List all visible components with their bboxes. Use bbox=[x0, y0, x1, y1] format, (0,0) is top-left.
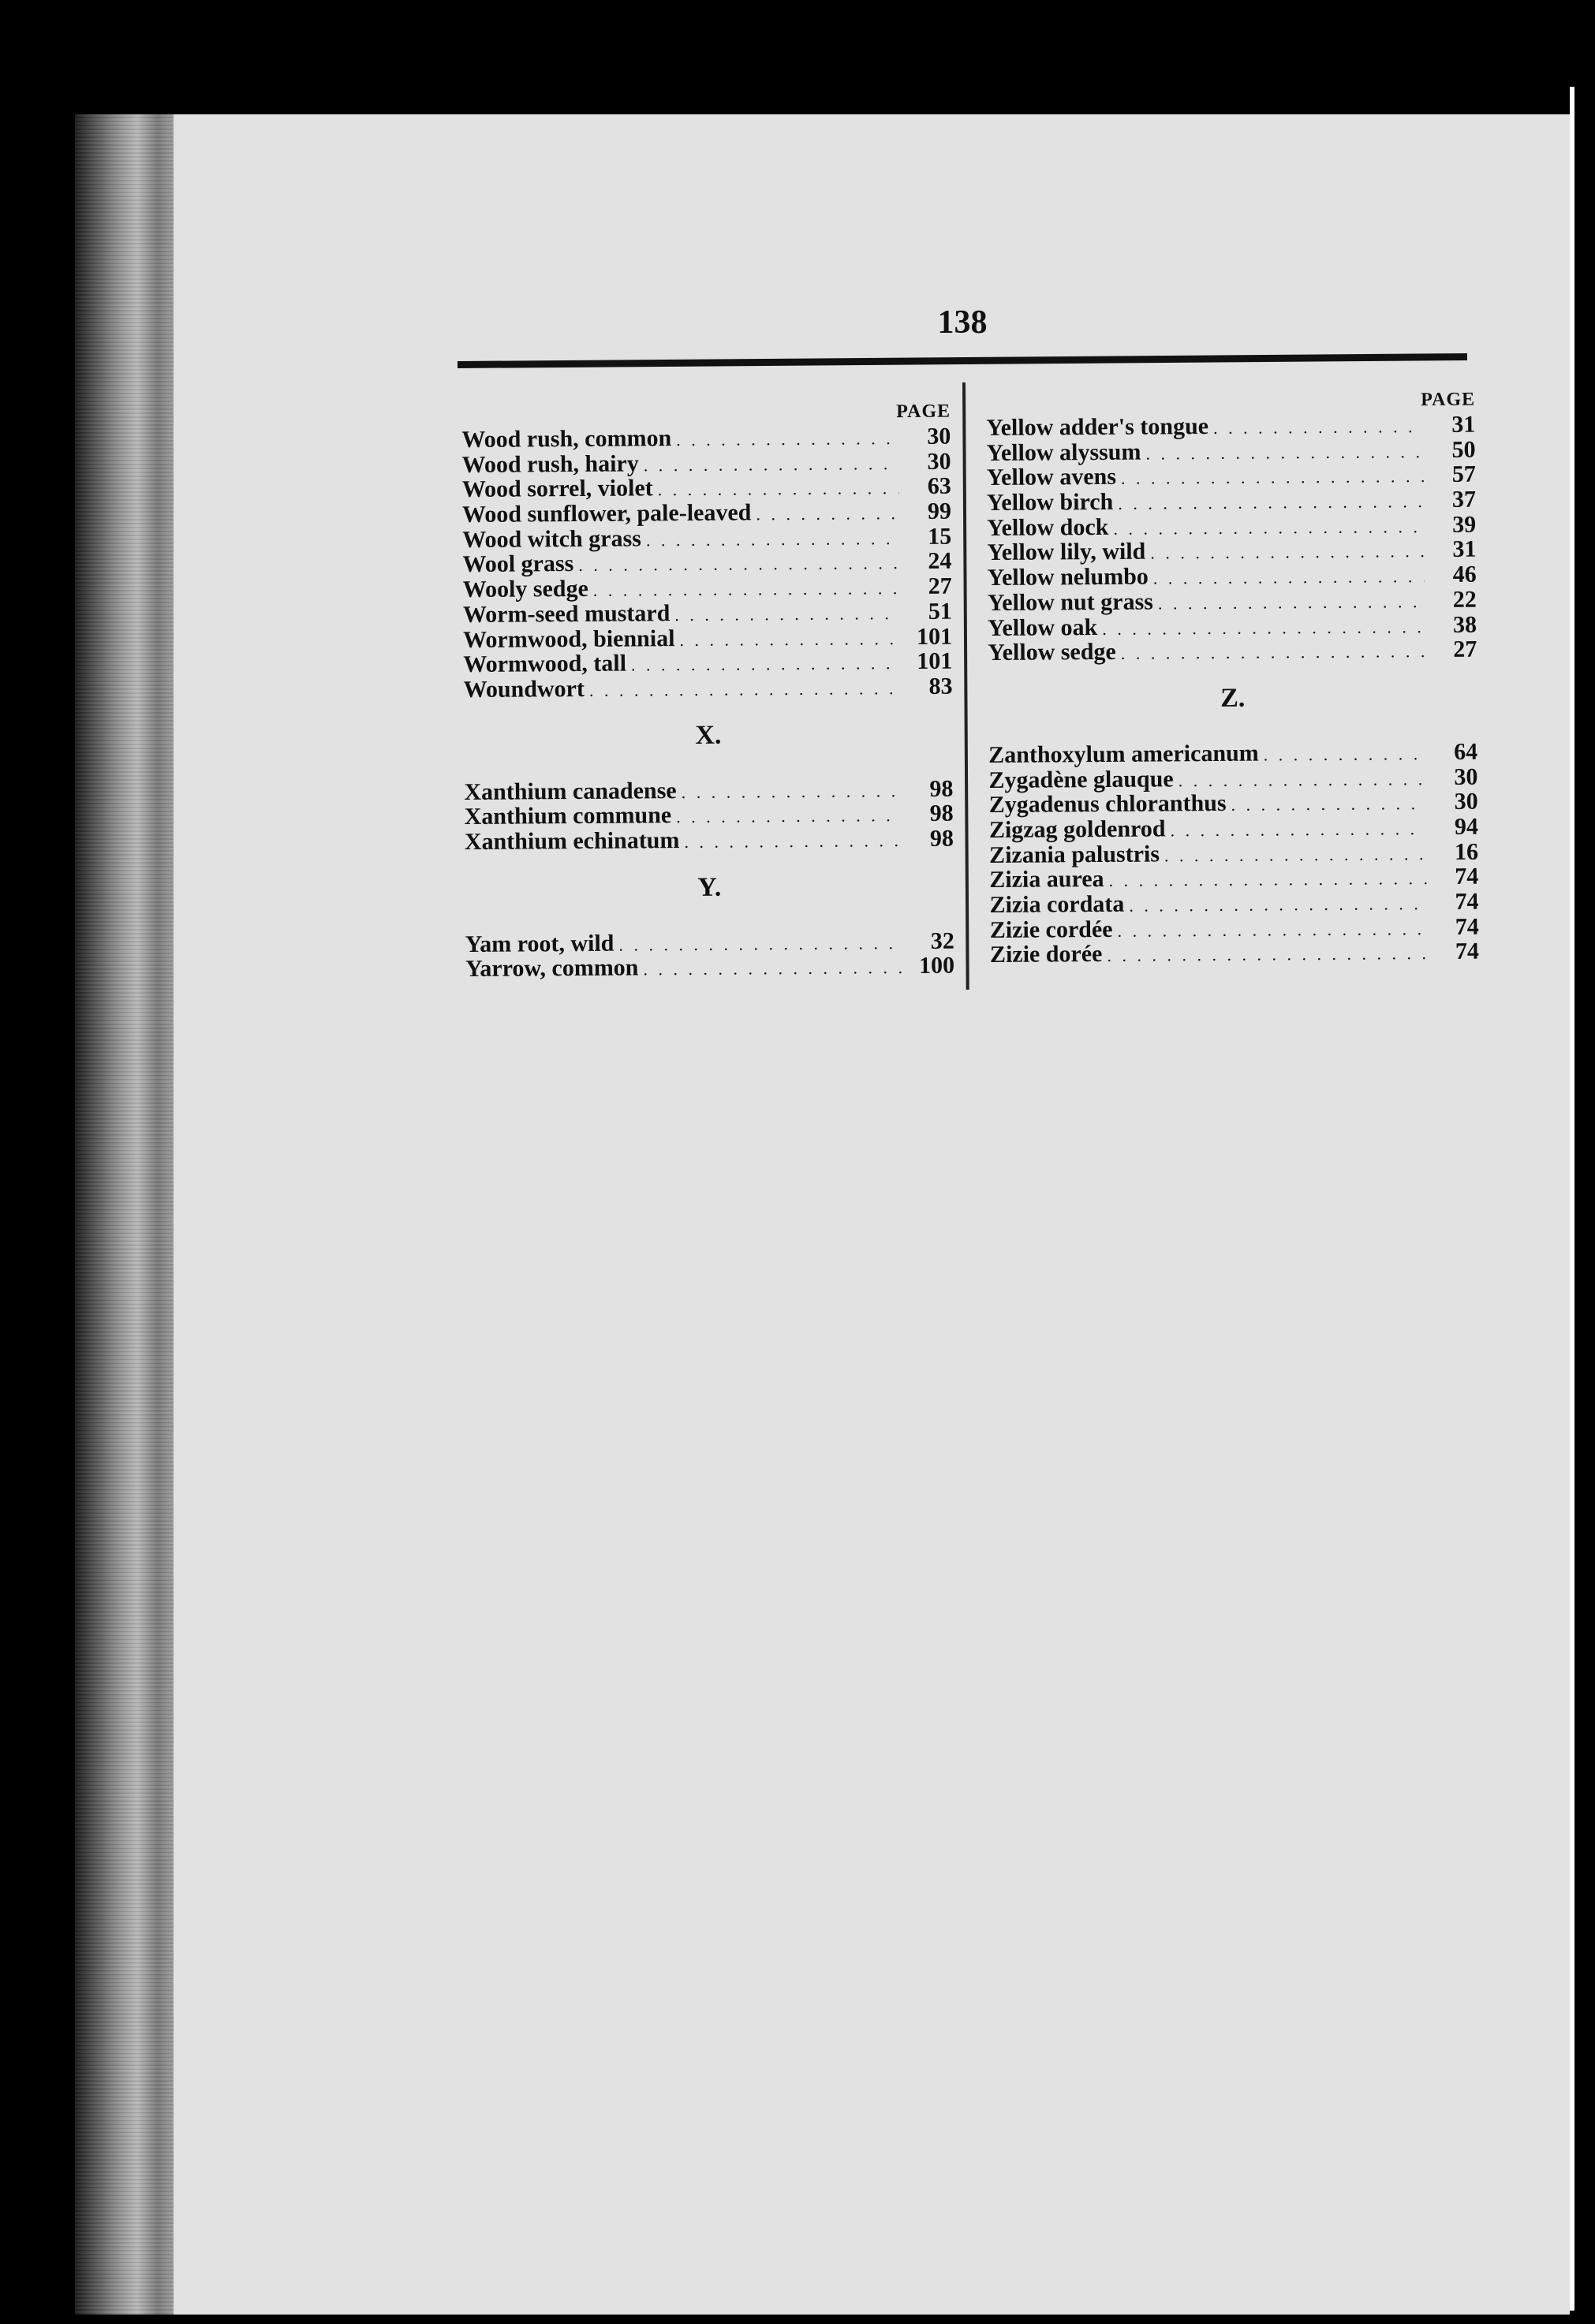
dot-leader bbox=[1118, 489, 1424, 516]
dot-leader bbox=[1150, 539, 1424, 566]
index-entry bbox=[988, 637, 1477, 666]
index-entry-term: Yellow nut grass bbox=[987, 588, 1154, 616]
index-entry-page: 74 bbox=[1455, 888, 1479, 915]
index-entry bbox=[463, 574, 952, 602]
index-entry-page: 46 bbox=[1452, 561, 1477, 588]
index-entry bbox=[461, 449, 951, 477]
entry-group-w bbox=[461, 424, 952, 703]
index-entry-page: 98 bbox=[929, 825, 954, 852]
index-entry bbox=[461, 424, 951, 453]
index-entry-term: Wood sorrel, violet bbox=[461, 475, 653, 503]
dot-leader bbox=[578, 551, 899, 579]
index-entry-term: Zanthoxylum americanum bbox=[988, 740, 1259, 768]
index-entry-page: 98 bbox=[929, 775, 954, 802]
page-column-heading: PAGE bbox=[896, 401, 951, 423]
index-entry-page: 74 bbox=[1455, 938, 1480, 965]
index-entry-page: 15 bbox=[928, 523, 952, 550]
dot-leader bbox=[1158, 589, 1425, 616]
index-entry-page: 100 bbox=[918, 952, 955, 979]
index-entry bbox=[465, 928, 954, 957]
entry-group-z bbox=[988, 740, 1479, 968]
index-entry-term: Zygadenus chloranthus bbox=[988, 790, 1227, 819]
index-column-left bbox=[461, 399, 954, 982]
dot-leader bbox=[1102, 614, 1425, 642]
page-column-heading: PAGE bbox=[1421, 389, 1476, 411]
index-entry bbox=[987, 487, 1476, 516]
dot-leader bbox=[1113, 514, 1424, 541]
index-entry-page: 39 bbox=[1452, 511, 1477, 538]
dot-leader bbox=[1170, 816, 1426, 843]
index-entry-term: Wood sunflower, pale-leaved bbox=[461, 499, 752, 528]
index-entry-page: 57 bbox=[1451, 461, 1476, 488]
index-entry-page: 50 bbox=[1451, 436, 1476, 463]
index-entry-term: Wood rush, common bbox=[461, 425, 672, 453]
dot-leader bbox=[643, 955, 902, 982]
index-entry bbox=[989, 839, 1478, 867]
dot-leader bbox=[1153, 564, 1425, 591]
index-entry-term: Zygadène glauque bbox=[988, 765, 1174, 793]
dot-leader bbox=[1109, 866, 1427, 893]
index-entry-term: Yellow nelumbo bbox=[987, 563, 1149, 591]
dot-leader bbox=[756, 501, 899, 527]
index-entry-term: Yellow alyssum bbox=[986, 438, 1141, 466]
index-entry bbox=[462, 524, 951, 552]
index-entry-term: Zigzag goldenrod bbox=[988, 815, 1166, 843]
dot-leader bbox=[684, 828, 902, 855]
index-entry-page: 31 bbox=[1451, 411, 1476, 438]
index-entry-page: 24 bbox=[928, 548, 952, 575]
dot-leader bbox=[658, 476, 899, 503]
index-entry bbox=[990, 939, 1479, 968]
index-entry bbox=[462, 499, 951, 528]
dot-leader bbox=[1121, 464, 1424, 491]
index-entry-page: 30 bbox=[927, 448, 951, 475]
index-entry-page: 64 bbox=[1454, 738, 1478, 765]
dot-leader bbox=[1117, 916, 1426, 943]
entry-group-x bbox=[464, 776, 954, 854]
section-letter-x: X. bbox=[695, 720, 722, 750]
dot-leader bbox=[682, 778, 902, 805]
dot-leader bbox=[1145, 439, 1423, 466]
index-entry bbox=[465, 801, 954, 830]
index-entry-page: 30 bbox=[927, 423, 951, 450]
index-entry bbox=[988, 764, 1477, 793]
index-entry-term: Zizie cordée bbox=[989, 916, 1113, 943]
section-letter-z: Z. bbox=[1220, 683, 1246, 713]
index-entry bbox=[986, 412, 1475, 441]
dot-leader bbox=[1107, 941, 1427, 968]
index-entry-term: Zizia aurea bbox=[989, 866, 1104, 893]
index-entry-page: 27 bbox=[928, 573, 952, 599]
index-entry-term: Wooly sedge bbox=[462, 576, 588, 603]
index-entry bbox=[463, 624, 952, 652]
page-number: 138 bbox=[937, 304, 988, 341]
index-entry bbox=[465, 826, 954, 855]
index-entry-page: 98 bbox=[929, 800, 954, 827]
index-entry-page: 51 bbox=[928, 598, 952, 625]
index-entry-page: 83 bbox=[928, 673, 953, 699]
dot-leader bbox=[679, 626, 900, 653]
dot-leader bbox=[676, 426, 898, 453]
index-entry bbox=[990, 914, 1479, 942]
dot-leader bbox=[676, 803, 902, 830]
index-entry-page: 31 bbox=[1452, 536, 1477, 563]
index-entry-term: Yellow adder's tongue bbox=[986, 413, 1209, 441]
index-entry-page: 38 bbox=[1452, 611, 1477, 638]
index-entry bbox=[465, 953, 954, 982]
index-entry-term: Zizania palustris bbox=[988, 841, 1160, 868]
index-entry-term: Xanthium canadense bbox=[464, 777, 677, 805]
index-entry-term: Yellow dock bbox=[987, 513, 1109, 541]
index-entry-term: Worm-seed mustard bbox=[462, 599, 670, 628]
index-entry-page: 74 bbox=[1455, 913, 1479, 940]
index-entry-term: Xanthium commune bbox=[464, 802, 672, 830]
index-entry bbox=[988, 587, 1477, 615]
dot-leader bbox=[1129, 891, 1426, 918]
section-letter-y: Y. bbox=[697, 872, 722, 902]
index-entry bbox=[987, 462, 1476, 491]
index-entry-page: 101 bbox=[917, 647, 953, 675]
dot-leader bbox=[1213, 414, 1424, 441]
index-entry-term: Wool grass bbox=[462, 550, 574, 578]
index-entry bbox=[989, 815, 1478, 843]
entry-group-yellow bbox=[986, 412, 1477, 666]
index-entry-term: Wood witch grass bbox=[462, 525, 642, 553]
index-entry bbox=[988, 612, 1477, 640]
index-entry bbox=[987, 537, 1476, 565]
index-entry-term: Yarrow, common bbox=[465, 954, 639, 983]
index-entry-term: Yellow birch bbox=[986, 488, 1114, 517]
index-entry-page: 101 bbox=[916, 623, 953, 650]
dot-leader bbox=[644, 451, 899, 478]
index-entry-page: 94 bbox=[1454, 813, 1478, 840]
index-entry bbox=[462, 474, 951, 502]
index-entry bbox=[988, 562, 1477, 591]
index-entry bbox=[988, 740, 1477, 768]
page-right-edge bbox=[1570, 87, 1574, 2311]
index-entry-term: Wood rush, hairy bbox=[461, 450, 639, 478]
index-entry-term: Wormwood, biennial bbox=[462, 625, 675, 653]
index-entry-page: 16 bbox=[1454, 838, 1479, 865]
dot-leader bbox=[1179, 767, 1426, 793]
entry-group-y bbox=[465, 928, 954, 982]
dot-leader bbox=[631, 651, 901, 677]
index-entry bbox=[462, 549, 951, 577]
index-entry-page: 30 bbox=[1454, 788, 1478, 815]
dot-leader bbox=[674, 601, 900, 628]
dot-leader bbox=[593, 576, 900, 602]
index-entry-term: Yellow avens bbox=[986, 464, 1117, 491]
index-entry bbox=[989, 789, 1478, 818]
index-entry-page: 22 bbox=[1452, 586, 1477, 613]
index-entry-term: Xanthium echinatum bbox=[464, 827, 680, 855]
index-entry-term: Yam root, wild bbox=[465, 930, 614, 957]
index-entry bbox=[463, 599, 952, 627]
dot-leader bbox=[1231, 791, 1426, 817]
index-entry-term: Yellow oak bbox=[987, 614, 1098, 641]
index-entry-term: Yellow lily, wild bbox=[987, 539, 1146, 566]
index-entry bbox=[463, 649, 952, 677]
dot-leader bbox=[589, 676, 901, 703]
dot-leader bbox=[618, 931, 902, 957]
index-entry-page: 27 bbox=[1453, 636, 1477, 663]
index-entry bbox=[987, 512, 1476, 540]
index-entry-term: Yellow sedge bbox=[988, 639, 1116, 666]
index-entry-term: Zizie dorée bbox=[989, 941, 1103, 968]
index-entry bbox=[464, 776, 953, 804]
dot-leader bbox=[646, 526, 900, 553]
index-entry bbox=[989, 890, 1478, 918]
index-entry-page: 99 bbox=[927, 498, 952, 524]
dot-leader bbox=[1164, 841, 1426, 868]
index-entry-page: 32 bbox=[930, 927, 954, 954]
index-entry bbox=[986, 437, 1475, 465]
dot-leader bbox=[1264, 741, 1426, 767]
index-entry bbox=[989, 864, 1478, 893]
index-entry-page: 63 bbox=[927, 473, 951, 500]
index-entry-term: Wormwood, tall bbox=[463, 650, 627, 678]
index-entry-term: Woundwort bbox=[463, 675, 585, 703]
index-column-right bbox=[986, 387, 1479, 968]
index-entry-page: 37 bbox=[1451, 486, 1477, 513]
index-entry-term: Zizia cordata bbox=[989, 890, 1125, 918]
dot-leader bbox=[1121, 639, 1425, 666]
index-entry-page: 74 bbox=[1455, 863, 1479, 890]
index-entry bbox=[463, 674, 952, 703]
index-entry-page: 30 bbox=[1454, 763, 1478, 790]
